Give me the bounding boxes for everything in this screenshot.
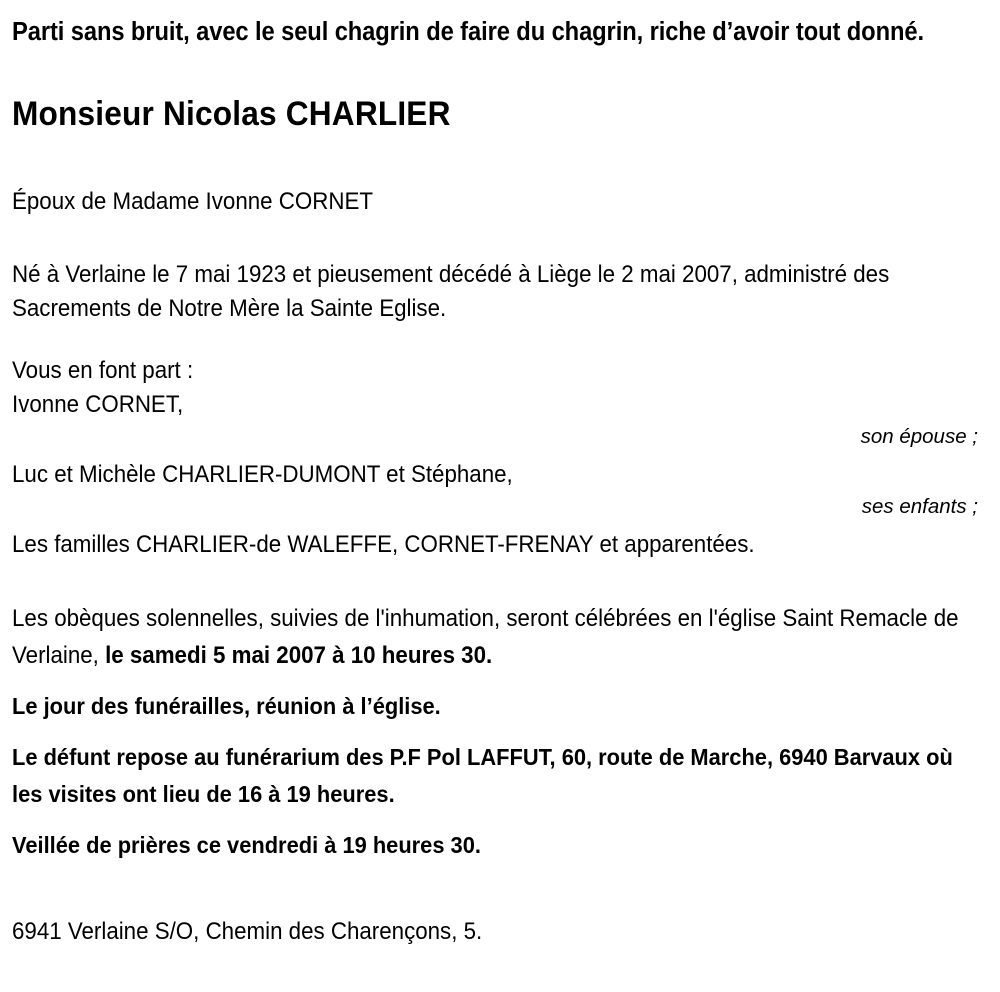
survivor-relation-text: ses enfants ; [861, 495, 978, 518]
funeral-note-funerarium-text: Le défunt repose au funérarium des P.F Pol LAFFUT, 60, route de Marche, 6940 Barvaux où les visites ont lieu de 16 à 19 heures. [12, 744, 953, 807]
announcement-intro-text: Vous en font part : [12, 357, 194, 384]
extended-family-text: Les familles CHARLIER-de WALEFFE, CORNET-FRENAY et apparentées. [12, 531, 755, 558]
deceased-name-text: Monsieur Nicolas CHARLIER [12, 95, 451, 133]
survivor-relation [12, 492, 988, 522]
survivor-relation [12, 422, 988, 452]
spouse-line-text: Époux de Madame Ivonne CORNET [12, 188, 374, 215]
funeral-note-funerarium [12, 723, 988, 813]
survivor-names [12, 388, 988, 422]
deceased-name-heading [12, 50, 988, 134]
biography-paragraph [12, 218, 988, 326]
announcement-intro [12, 326, 988, 388]
closing-address [12, 862, 988, 948]
survivor-names [12, 452, 988, 492]
survivor-names-text: Ivonne CORNET, [12, 391, 184, 418]
survivor-names-text: Luc et Michèle CHARLIER-DUMONT et Stéphane, [12, 461, 513, 488]
ceremony-intro-text: Les obèques solennelles, suivies de l'inhumation, seront célébrées en l'église Saint Remacle de Verlaine, [12, 605, 959, 669]
ceremony-paragraph [12, 562, 988, 674]
spouse-line [12, 134, 988, 218]
extended-family-line [12, 522, 988, 562]
funeral-note-reunion [12, 674, 988, 723]
biography-text: Né à Verlaine le 7 mai 1923 et pieusement décédé à Liège le 2 mai 2007, administré des Sacrements de Notre Mère la Sainte Eglise. [12, 261, 890, 322]
epigraph-text: Parti sans bruit, avec le seul chagrin de faire du chagrin, riche d’avoir tout donné. [12, 18, 924, 46]
ceremony-text-wrapper [12, 600, 988, 674]
ceremony-datetime: le samedi 5 mai 2007 à 10 heures 30. [105, 642, 493, 669]
closing-address-text: 6941 Verlaine S/O, Chemin des Charençons, 5. [12, 918, 483, 945]
funeral-note-reunion-text: Le jour des funérailles, réunion à l’église. [12, 693, 441, 719]
survivor-relation-text: son épouse ; [860, 425, 978, 448]
funeral-note-vigil-text: Veillée de prières ce vendredi à 19 heures 30. [12, 832, 481, 858]
funeral-note-vigil [12, 813, 988, 862]
epigraph-quote [12, 0, 988, 50]
